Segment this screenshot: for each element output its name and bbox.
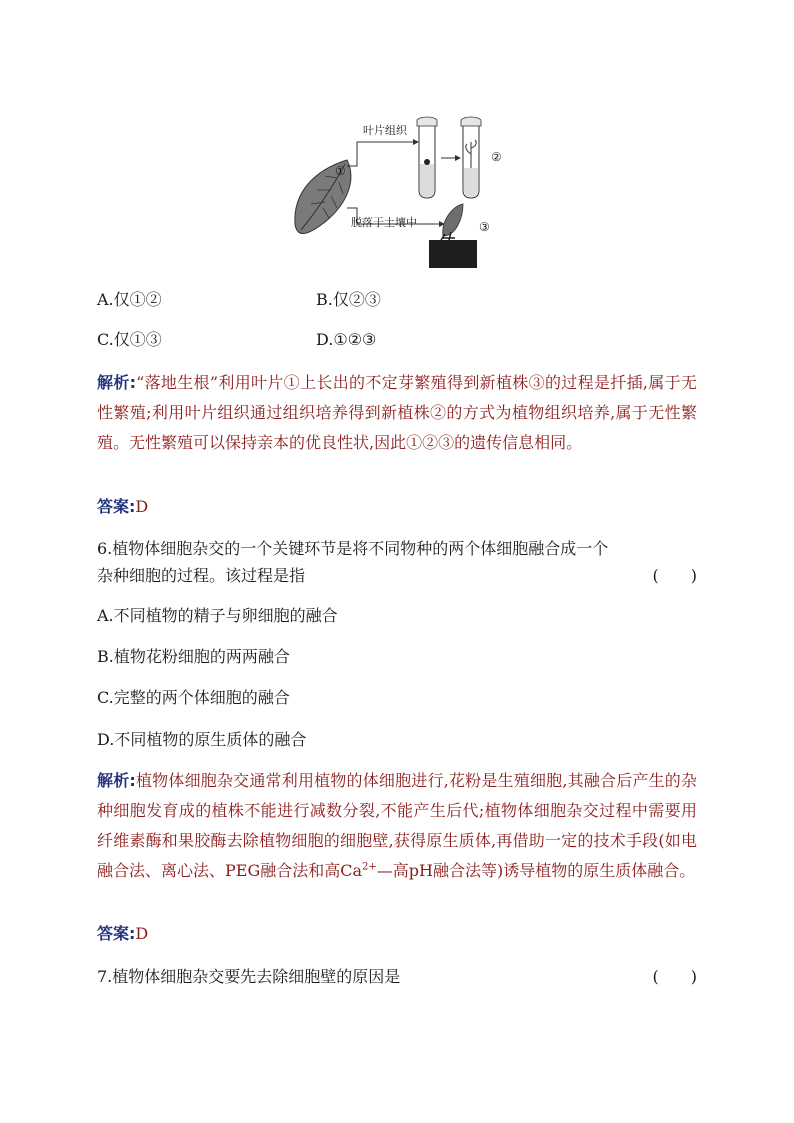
q6-answer-value: D: [135, 924, 149, 943]
q6-answer: [97, 923, 148, 945]
fall-soil-label: 脱落于土壤中: [351, 216, 417, 229]
marker-1: ①: [335, 164, 346, 178]
q6-analysis: [97, 766, 697, 886]
q5-answer: [97, 496, 148, 518]
q6-analysis-label: 解析:: [97, 771, 136, 790]
q6-option-b: B.植物花粉细胞的两两融合: [97, 647, 290, 666]
q5-option-a: A.仅①②: [97, 290, 162, 309]
q7-answer-paren: ( ): [652, 967, 697, 986]
q5-analysis-text: “落地生根”利用叶片①上长出的不定芽繁殖得到新植株③的过程是扦插,属于无性繁殖;利用叶片组织通过组织培养得到新植株②的方式为植物组织培养,属于无性繁殖。无性繁殖可以保持亲本的优良性状,因此①②③的遗传信息相同。: [97, 373, 697, 452]
marker-2: ②: [491, 150, 502, 164]
q6-option-d: D.不同植物的原生质体的融合: [97, 730, 307, 749]
q7-stem-text: 7.植物体细胞杂交要先去除细胞壁的原因是: [97, 967, 401, 986]
q5-option-c: C.仅①③: [97, 330, 162, 349]
q6-option-a: A.不同植物的精子与卵细胞的融合: [97, 606, 338, 625]
q5-option-d: D.①②③: [316, 330, 377, 349]
marker-3: ③: [479, 220, 490, 234]
leaf-propagation-figure: [285, 112, 515, 272]
q6-stem: [97, 535, 697, 589]
q7-stem: [97, 963, 697, 990]
q5-analysis-label: 解析:: [97, 373, 137, 392]
q5-option-b: B.仅②③: [316, 290, 381, 309]
q6-analysis-text-a: 植物体细胞杂交通常利用植物的体细胞进行,花粉是生殖细胞,其融合后产生的杂种细胞发育成的植株不能进行减数分裂,不能产生后代;植物体细胞杂交过程中需要用纤维素酶和果胶酶去除植物细胞的细胞壁,获得原生质体,再借助一定的技术手段(如电融合法、离心法、PEG融合法和高Ca: [97, 771, 697, 880]
q6-analysis-sup: 2+: [362, 861, 377, 873]
q6-stem-line2: 杂种细胞的过程。该过程是指: [97, 566, 306, 585]
q6-answer-label: 答案:: [97, 924, 136, 943]
q6-option-c: C.完整的两个体细胞的融合: [97, 688, 290, 707]
q6-answer-paren: ( ): [652, 566, 697, 585]
q5-answer-value: D: [135, 497, 149, 516]
q6-analysis-text-b: —高pH融合法等)诱导植物的原生质体融合。: [376, 861, 696, 880]
q6-stem-line1: 6.植物体细胞杂交的一个关键环节是将不同物种的两个体细胞融合成一个: [97, 539, 609, 558]
q5-analysis: [97, 368, 697, 458]
q5-answer-label: 答案:: [97, 497, 136, 516]
leaf-tissue-label: 叶片组织: [363, 124, 407, 137]
